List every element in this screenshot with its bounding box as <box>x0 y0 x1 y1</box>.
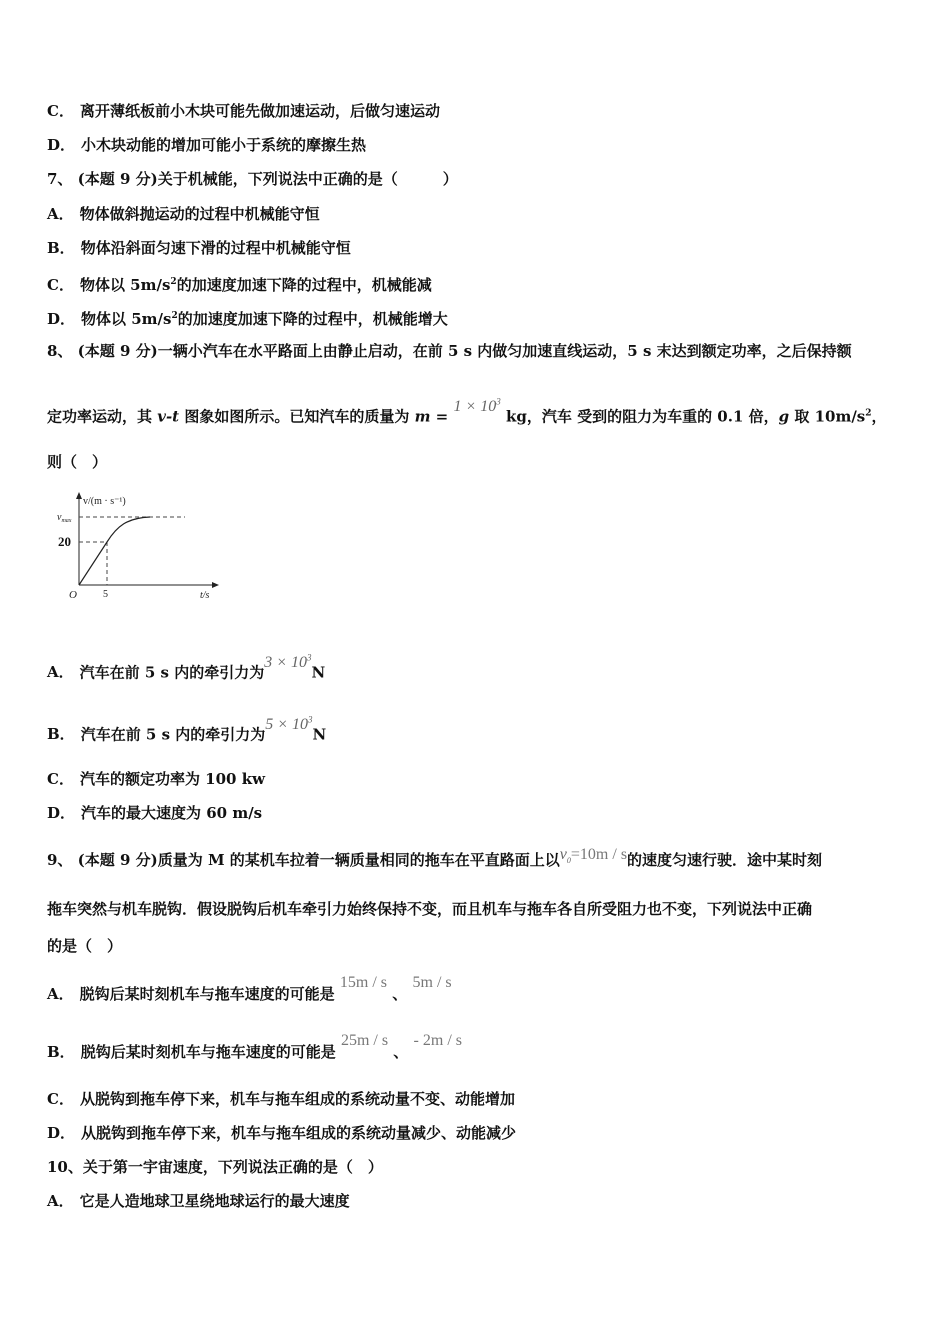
y-axis-arrow-icon <box>76 492 82 499</box>
question-8-continued: 定功率运动，其 v-t 图象如图所示。已知汽车的质量为 $m = 1 \times 10^3$ kg，汽车 受到的阻力为车重的 0.1 倍，g 取 $10m/s^2$， <box>47 397 887 426</box>
y-axis-label: v/(m · s⁻¹) <box>83 496 126 507</box>
q9-option-b: B． 脱钩后某时刻机车与拖车速度的可能是 25m / s 、 - 2m / s <box>47 1032 462 1061</box>
q7-option-b: B． 物体沿斜面匀速下滑的过程中机械能守恒 <box>47 239 351 257</box>
option-d-line: D． 小木块动能的增加可能小于系统的摩擦生热 <box>47 136 367 154</box>
q9-option-d: D． 从脱钩到拖车停下来，机车与拖车组成的系统动量减少、动能减少 <box>47 1124 517 1142</box>
question-8-ask: 则（ ） <box>47 453 108 471</box>
vmax-label: $v_{max}$ <box>57 512 72 524</box>
x-axis-arrow-icon <box>212 582 219 588</box>
vt-graph <box>55 490 230 605</box>
q8-option-c: C． 汽车的额定功率为 100 kw <box>47 770 266 788</box>
option-c-line: C． 离开薄纸板前小木块可能先做加速运动，后做匀速运动 <box>47 102 440 120</box>
q10-option-a: A． 它是人造地球卫星绕地球运行的最大速度 <box>47 1192 350 1210</box>
q9-option-c: C． 从脱钩到拖车停下来，机车与拖车组成的系统动量不变、动能增加 <box>47 1090 515 1108</box>
origin-label: O <box>69 589 77 601</box>
q9-option-a: A． 脱钩后某时刻机车与拖车速度的可能是 15m / s 、 5m / s <box>47 974 452 1003</box>
q7-option-c: C． 物体以 $5m/s^2$的加速度加速下降的过程中，机械能减 <box>47 276 432 294</box>
question-10: 10、关于第一宇宙速度，下列说法正确的是（ ） <box>47 1158 383 1176</box>
question-8: 8、 (本题 9 分)一辆小汽车在水平路面上由静止启动，在前 5 s 内做匀加速直线运动，5 s 末达到额定功率，之后保持额 <box>47 342 852 360</box>
q7-option-d: D． 物体以 $5m/s^2$的加速度加速下降的过程中，机械能增大 <box>47 310 448 328</box>
question-9-line3: 的是（ ） <box>47 937 123 955</box>
q8-option-d: D． 汽车的最大速度为 60 m/s <box>47 804 263 822</box>
question-9: 9、 (本题 9 分)质量为 M 的某机车拉着一辆质量相同的拖车在平直路面上以$v_0=10m / s$的速度匀速行驶．途中某时刻 <box>47 846 823 869</box>
question-7: 7、 (本题 9 分)关于机械能，下列说法中正确的是（ ） <box>47 170 458 188</box>
q7-option-a: A． 物体做斜抛运动的过程中机械能守恒 <box>47 205 320 223</box>
mass-formula: $1 \times 10^3$ <box>453 397 501 416</box>
q8-option-b: B． 汽车在前 5 s 内的牵引力为$5 \times 10^3N$ <box>47 715 327 744</box>
question-9-line2: 拖车突然与机车脱钩．假设脱钩后机车牵引力始终保持不变，而且机车与拖车各自所受阻力也不变，下列说法中正确 <box>47 900 813 918</box>
q8-option-a: A． 汽车在前 5 s 内的牵引力为$3 \times 10^3N$ <box>47 653 326 682</box>
x-tick-5: 5 <box>103 589 108 600</box>
y-tick-20: 20 <box>58 534 71 549</box>
velocity-curve <box>79 517 150 585</box>
x-axis-label: t/s <box>200 590 210 601</box>
